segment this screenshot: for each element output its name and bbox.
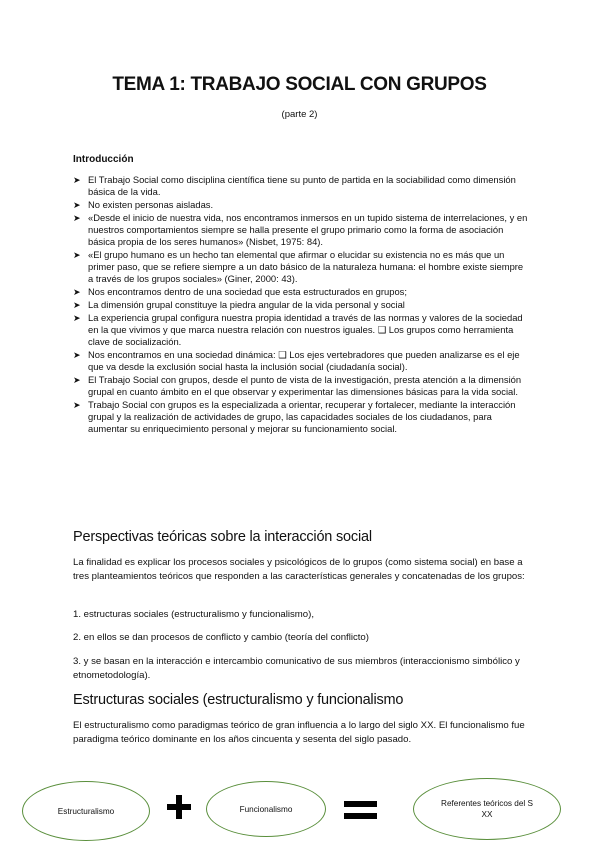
bullet-text: Nos encontramos en una sociedad dinámica: ❑ Los ejes vertebradores que pueden analizarse es el eje que va desde la exclusión social hasta la inclusión social (ciudadanía social). — [88, 349, 520, 373]
section-intro-paragraph: La finalidad es explicar los procesos sociales y psicológicos de lo grupos (como sistema social) en base a tres planteamientos teóricos que responden a las características generales y concatenadas de los grupos: — [73, 557, 525, 582]
bullet-text: Nos encontramos dentro de una sociedad que esta estructurados en grupos; — [88, 286, 407, 298]
oval-label: Referentes teóricos del S XX — [441, 799, 533, 819]
oval-referentes — [413, 778, 561, 840]
bullet-text: Trabajo Social con grupos es la especializada a orientar, recuperar y fortalecer, mediante la interacción grupal y la realización de actividades de grupo, las capacidades sociales de los ciudadanos, para aumentar su enriquecimiento personal y mejorar su funcionamiento social. — [88, 399, 516, 435]
page-title: TEMA 1: TRABAJO SOCIAL CON GRUPOS — [112, 74, 487, 95]
bullet-item — [73, 212, 528, 249]
bullet-item — [73, 312, 528, 349]
oval-estructuralismo — [22, 781, 150, 841]
bullet-item — [73, 199, 528, 211]
oval-funcionalismo — [206, 781, 326, 837]
bullet-text: La experiencia grupal configura nuestra propia identidad a través de las normas y valores de la sociedad en la que vivimos y que marca nuestra relación con nuestros iguales. ❑ Los grupos como herramienta clave de socialización. — [88, 311, 523, 348]
theory-item-2: 2. en ellos se dan procesos de conflicto y cambio (teoría del conflicto) — [73, 632, 369, 643]
arrow-bullet-icon: ➤ — [73, 375, 81, 385]
structures-paragraph: El estructuralismo como paradigmas teórico de gran influencia a lo largo del siglo XX. El funcionalismo fue paradigma teórico dominante en los años cincuenta y sesenta del siglo pasado. — [73, 720, 525, 745]
theory-item-1: 1. estructuras sociales (estructuralismo y funcionalismo), — [73, 609, 314, 620]
intro-heading: Introducción — [73, 154, 134, 165]
intro-bullet-list — [73, 174, 528, 436]
arrow-bullet-icon: ➤ — [73, 400, 81, 410]
arrow-bullet-icon: ➤ — [73, 312, 81, 323]
arrow-bullet-icon: ➤ — [73, 300, 81, 310]
bullet-item — [73, 286, 528, 298]
bullet-item — [73, 399, 528, 436]
bullet-text: No existen personas aisladas. — [88, 199, 214, 210]
bullet-text: La dimensión grupal constituye la piedra angular de la vida personal y social — [88, 299, 405, 310]
concept-diagram — [0, 778, 599, 848]
bullet-item — [73, 249, 528, 286]
bullet-text: El Trabajo Social con grupos, desde el punto de vista de la investigación, presta atención a la dimensión grupal en cuanto ámbito en el que observar y experimentar las dimensiones básicas para la vida social. — [88, 374, 522, 398]
section-heading-perspectivas: Perspectivas teóricas sobre la interacción social — [73, 529, 372, 545]
bullet-text: El Trabajo Social como disciplina científica tiene su punto de partida en la sociabilidad como dimensión básica de la vida. — [88, 174, 516, 198]
arrow-bullet-icon: ➤ — [73, 250, 81, 260]
oval-label: Funcionalismo — [239, 804, 293, 814]
bullet-item — [73, 374, 528, 398]
arrow-bullet-icon: ➤ — [73, 350, 81, 360]
arrow-bullet-icon: ➤ — [73, 200, 81, 210]
bullet-text: «Desde el inicio de nuestra vida, nos encontramos inmersos en un tupido sistema de interrelaciones, y en nuestros comportamientos siempre se halla presente el grupo primario como la forma de asociación básica propia de los seres humanos» (Nisbet, 1975: 84). — [88, 211, 528, 248]
arrow-bullet-icon: ➤ — [73, 287, 81, 298]
bullet-item — [73, 299, 528, 311]
oval-label: Estructuralismo — [57, 806, 115, 816]
arrow-bullet-icon: ➤ — [73, 212, 81, 223]
page-subtitle: (parte 2) — [281, 109, 318, 120]
theory-item-3: 3. y se basan en la interacción e intercambio comunicativo de sus miembros (interaccionismo simbólico y etnometodología). — [73, 656, 520, 681]
bullet-text: «El grupo humano es un hecho tan elemental que afirmar o elucidar su existencia no es más que un primer paso, que se refiere siempre a un dato básico de la naturaleza humana: el hombre existe siempre a través de los grupos sociales» (Giner, 2000: 43). — [88, 249, 524, 285]
bullet-item — [73, 349, 528, 373]
bullet-item — [73, 174, 528, 198]
arrow-bullet-icon: ➤ — [73, 175, 81, 185]
section-heading-estructuras: Estructuras sociales (estructuralismo y funcionalismo — [73, 692, 404, 708]
